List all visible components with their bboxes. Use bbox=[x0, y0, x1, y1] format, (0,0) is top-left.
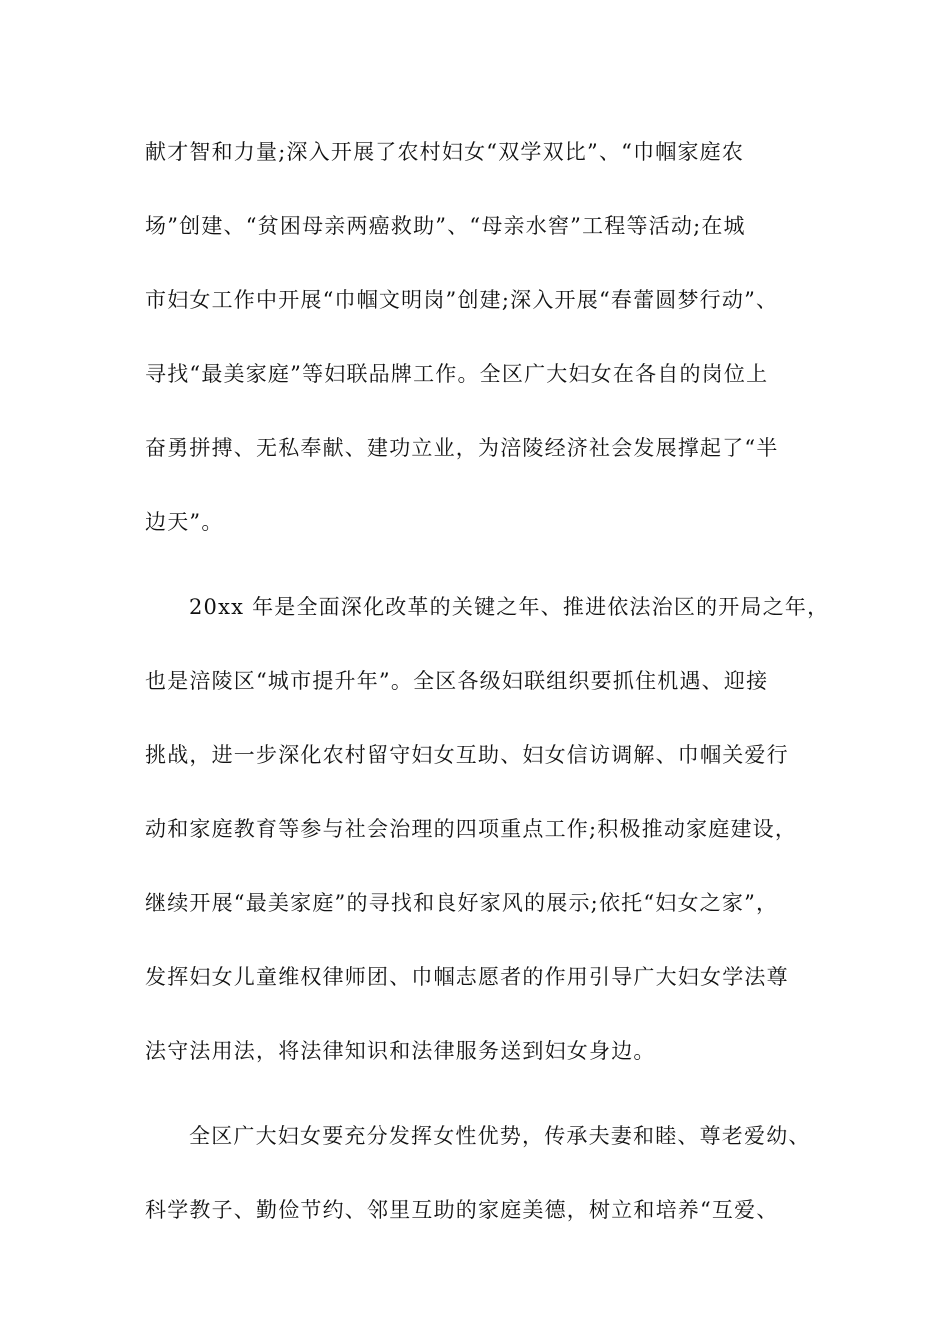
text-line: 寻找“最美家庭”等妇联品牌工作。全区广大妇女在各自的岗位上 bbox=[145, 362, 769, 386]
paragraph-first-line: 全区广大妇女要充分发挥女性优势，传承夫妻和睦、尊老爱幼、 bbox=[189, 1124, 811, 1148]
text-line: 场”创建、“贫困母亲两癌救助”、“母亲水窖”工程等活动;在城 bbox=[145, 214, 746, 238]
paragraph-first-line: 20xx 年是全面深化改革的关键之年、推进依法治区的开局之年， bbox=[189, 595, 830, 619]
text-line: 动和家庭教育等参与社会治理的四项重点工作;积极推动家庭建设， bbox=[145, 817, 798, 841]
text-line: 献才智和力量;深入开展了农村妇女“双学双比”、“巾帼家庭农 bbox=[145, 140, 745, 164]
text-line: 市妇女工作中开展“巾帼文明岗”创建;深入开展“春蕾圆梦行动”、 bbox=[145, 288, 779, 312]
text-line: 继续开展“最美家庭”的寻找和良好家风的展示;依托“妇女之家”， bbox=[145, 891, 779, 915]
text-line: 挑战，进一步深化农村留守妇女互助、妇女信访调解、巾帼关爱行 bbox=[145, 743, 789, 767]
text-line: 边天”。 bbox=[145, 510, 224, 534]
text-line: 发挥妇女儿童维权律师团、巾帼志愿者的作用引导广大妇女学法尊 bbox=[145, 965, 789, 989]
text-line: 法守法用法，将法律知识和法律服务送到妇女身边。 bbox=[145, 1039, 656, 1063]
text-line: 奋勇拼搏、无私奉献、建功立业，为涪陵经济社会发展撑起了“半 bbox=[145, 436, 779, 460]
text-line: 科学教子、勤俭节约、邻里互助的家庭美德，树立和培养“互爱、 bbox=[145, 1198, 779, 1222]
text-line: 也是涪陵区“城市提升年”。全区各级妇联组织要抓住机遇、迎接 bbox=[145, 669, 769, 693]
document-body bbox=[145, 132, 830, 1264]
